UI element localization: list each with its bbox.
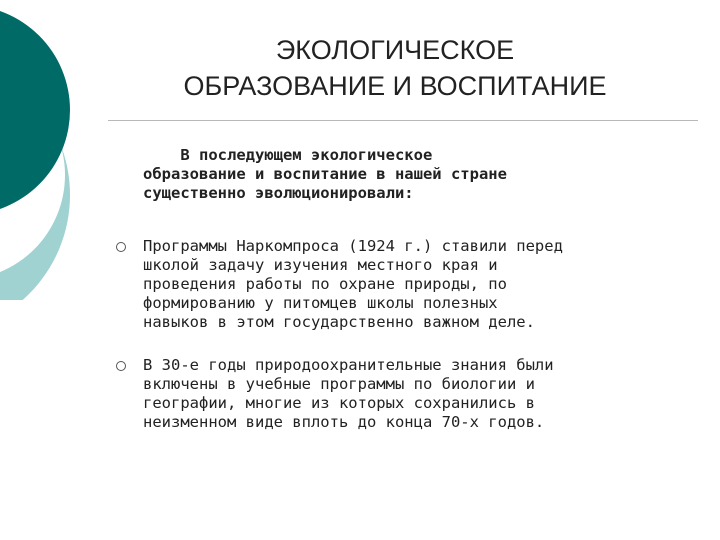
- title-line-2: ОБРАЗОВАНИЕ И ВОСПИТАНИЕ: [183, 71, 607, 101]
- bullet-line: формированию у питомцев школы полезных: [143, 294, 498, 312]
- bullet-line: включены в учебные программы по биологии и: [143, 375, 535, 393]
- bullet-item: [143, 237, 683, 332]
- intro-line: существенно эволюционировали:: [143, 184, 414, 202]
- intro-line: В последующем экологическое: [143, 146, 433, 164]
- bullet-line: Программы Наркомпроса (1924 г.) ставили перед: [143, 237, 563, 255]
- bullet-line: проведения работы по охране природы, по: [143, 275, 507, 293]
- bullet-item: [143, 356, 683, 432]
- bullet-circle-icon: [116, 361, 126, 371]
- bullet-line: географии, многие из которых сохранились в: [143, 394, 535, 412]
- intro-line: образование и воспитание в нашей стране: [143, 165, 507, 183]
- bullet-line: школой задачу изучения местного края и: [143, 256, 498, 274]
- bullet-line: навыков в этом государственно важном деле.: [143, 313, 535, 331]
- title-line-1: ЭКОЛОГИЧЕСКОЕ: [275, 35, 515, 65]
- slide-title: [110, 32, 680, 104]
- decorative-circles: [0, 0, 100, 300]
- intro-paragraph: [143, 146, 683, 203]
- bullet-line: В 30-е годы природоохранительные знания были: [143, 356, 554, 374]
- bullet-circle-icon: [116, 242, 126, 252]
- bullet-line: неизменном виде вплоть до конца 70-х годов.: [143, 413, 545, 431]
- title-divider: [108, 120, 698, 121]
